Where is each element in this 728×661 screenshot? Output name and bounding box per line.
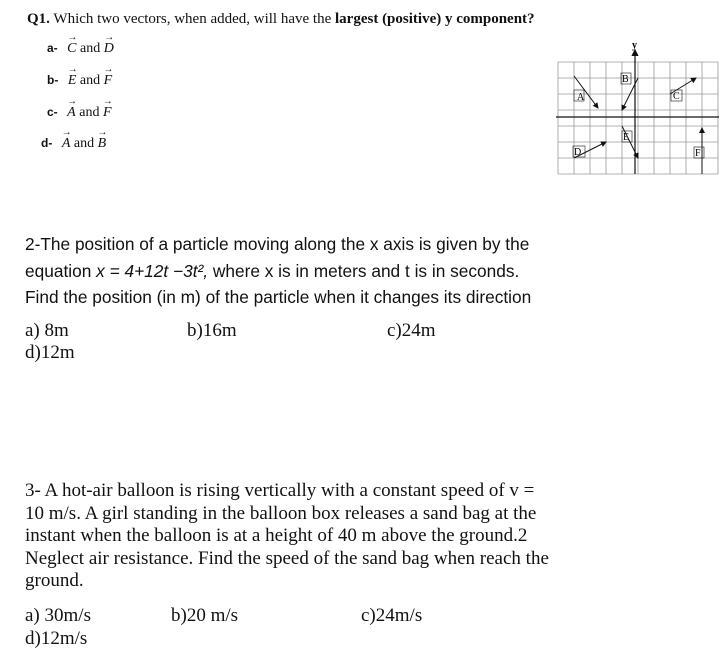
q3-line: Neglect air resistance. Find the speed of the sand bag when reach the: [25, 547, 549, 569]
vector-symbol: → F: [104, 73, 113, 89]
option-letter: c-: [47, 105, 58, 119]
option-joiner: and: [79, 105, 100, 120]
q3-line: 10 m/s. A girl standing in the balloon box releases a sand bag at the: [25, 502, 537, 524]
q1-text-start: Which two vectors, when added, will have the: [53, 11, 332, 27]
vector-d-label: D: [574, 147, 582, 158]
q3-line: instant when the balloon is at a height of 40 m above the ground.2: [25, 525, 528, 546]
vector-symbol: → C: [67, 41, 76, 57]
q1-option-c: [47, 105, 112, 121]
q1-option-d: [41, 136, 106, 152]
vector-symbol: → D: [104, 41, 114, 57]
vector-b-label: B: [622, 74, 629, 85]
q3-question: [25, 480, 615, 593]
q3-answer-d: d)12m/s: [25, 628, 88, 649]
q2-line: 2-The position of a particle moving along the x axis is given by the: [25, 234, 530, 254]
option-letter: a-: [47, 41, 58, 55]
q1-number: Q1.: [27, 11, 50, 27]
vector-symbol: → B: [98, 136, 107, 152]
q2-answer-d: d)12m: [25, 342, 75, 363]
vector-symbol: → A: [62, 136, 71, 152]
q3-answer-b: b)20 m/s: [171, 605, 239, 626]
option-joiner: and: [73, 136, 95, 151]
vector-symbol: → E: [68, 73, 77, 89]
q2-equation: x = 4+12t −3t²,: [96, 260, 209, 281]
vector-e-label: E: [623, 132, 630, 143]
option-joiner: and: [79, 73, 101, 88]
q1-text-bold: largest (positive) y component?: [335, 11, 535, 27]
q1-question: [27, 11, 535, 28]
vector-symbol: → F: [103, 105, 112, 121]
option-letter: b-: [47, 73, 59, 87]
q2-question: [25, 231, 625, 311]
vector-c-label: C: [673, 91, 680, 102]
q2-line: Find the position (in m) of the particle when it changes its direction: [25, 287, 532, 307]
q3-answer-c: c)24m/s: [361, 605, 423, 626]
vector-grid-figure: [556, 38, 720, 176]
q1-option-a: [47, 41, 114, 57]
q3-line: ground.: [25, 570, 84, 591]
q2-answer-b: b)16m: [187, 320, 237, 341]
q2-line-text: equation: [25, 260, 92, 281]
option-letter: d-: [41, 136, 53, 150]
q2-line-text: where x is in meters and t is in seconds.: [212, 260, 520, 281]
q2-answer-c: c)24m: [387, 320, 436, 341]
q2-answer-a: a) 8m: [25, 320, 69, 341]
y-axis-label: y: [632, 40, 637, 51]
q1-option-b: [47, 73, 112, 89]
vector-symbol: → A: [67, 105, 76, 121]
vector-a-label: A: [577, 92, 585, 103]
q2-line: [25, 258, 625, 285]
q3-line: 3- A hot-air balloon is rising vertically with a constant speed of v =: [25, 480, 535, 501]
vector-f-label: F: [695, 148, 701, 159]
option-joiner: and: [80, 41, 101, 56]
q3-answer-a: a) 30m/s: [25, 605, 91, 626]
